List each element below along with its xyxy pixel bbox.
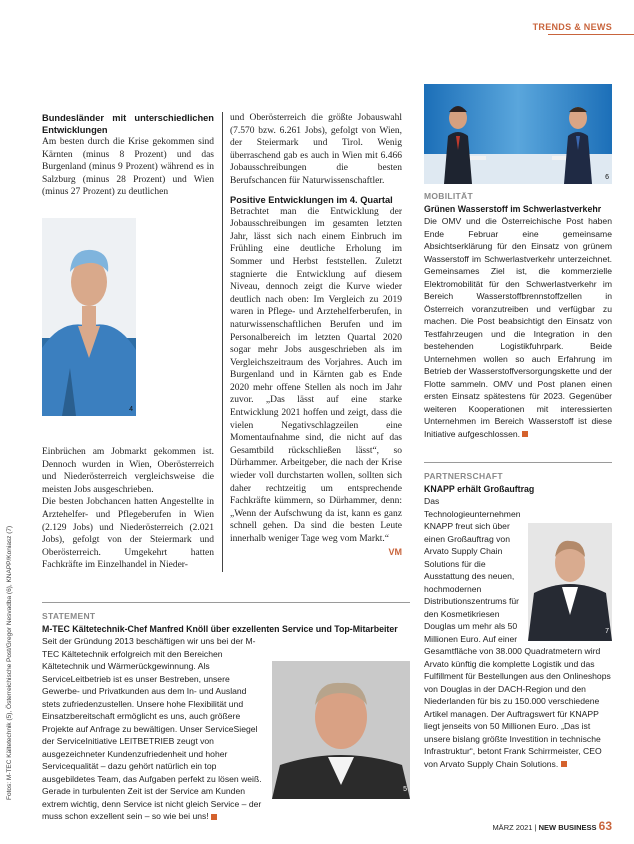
end-square	[211, 814, 217, 820]
partnership-title: KNAPP erhält Großauftrag	[424, 483, 535, 494]
article-column-1-bottom	[42, 446, 214, 572]
photo-number-mtec: 5	[403, 785, 407, 793]
omv-post-photo	[424, 84, 612, 184]
statement-text: Seit der Gründung 2013 beschäftigen wir uns bei der M-TEC Kältetechnik erfolgreich mit den Bereichen Kältetechnik und Wärmerückgewinnung. Als ServiceLeitbetrieb ist es unser Bestreben, unsere Gewerbe- und Privatkunden aus dem In- und Ausland stets zufriedenzustellen. Unsere hohe Flexibilität und Einsatzbereitschaft ermöglicht es uns, auch größere Projekte auf Anfrage zu bewältigen. Unser ServiceSiegel der ServiceInitiative LEITBETRIEB zeugt von ausgezeichneter Kundenzufriedenheit und hoher Servicequalität – dazu gehört natürlich ein top ausgebildetes Team, das Aufgaben perfekt zu lösen weiß. Gerade in turbulenten Zeit ist der Service am Kunden extrem wichtig, denn Service ist nicht gleich Service – der muss schon exzellent sein – so wie bei uns!	[42, 636, 262, 822]
partnership-text: Das Technologieunternehmen KNAPP freut sich über einen Großauftrag von Arvato Supply Chain Solutions für die Ausstattung des neuen, hochmodernen Distributionszentrums für den Kosmetikriesen Douglas um mehr als 50 Millionen Euro. Auf einer Gesamtfläche von 38.000 Quadratmetern wird Arvato künftig die komplette Logistik und das Fulfillment für Bestellungen aus den Onlineshops von Douglas in der DACH-Region und den Niederlanden für bis zu 150.000 verschiedene Artikel managen. Der Auftragswert für KNAPP liegt jenseits von 50 Millionen Euro. „Das ist unsere bislang größte Investition in technische Infrastruktur“, betont Frank Schirrmeister, CEO von Arvato Supply Chain Solutions.	[424, 496, 611, 769]
photo-number-omv: 6	[605, 174, 609, 181]
article-paragraph-jobmarket: Einbrüchen am Jobmarkt gekommen ist. Dennoch wurden in Wien, Oberösterreich und Niederösterreich vergleichsweise die meisten Jobs ausgeschrieben.	[42, 447, 214, 495]
mobility-title: Grünen Wasserstoff im Schwerlastverkehr	[424, 203, 602, 214]
article-paragraph-regions: Am besten durch die Krise gekommen sind Kärnten (minus 8 Prozent) und das Burgenland (minus 9 Prozent) während es in Salzburg (minus 28 Prozent) und Wien (minus 27 Prozent) zu deutlichen	[42, 137, 214, 198]
statement-category: STATEMENT	[42, 611, 96, 621]
end-square	[561, 761, 567, 767]
mobility-text: Die OMV und die Österreichische Post haben Ende Februar eine gemeinsame Absichtserklärung für den Einsatz von grünem Wasserstoff im Schwerlastverkehr unterzeichnet. Gemeinsames Ziel ist, die kommerzielle Elektromobilität für den Schwerlastverkehr im Bereich Wasserstoffbrennstoffzellen in Österreich voranzutreiben und verfügbar zu machen. Die Post beabsichtigt den Einsatz von Testfahrzeugen und die Integration in den bestehenden Logistikfuhrpark. Beide Unternehmen wollen so auch Erfahrung im Betrieb der Wasserstoffversorgungskette und der Flotte sammeln. OMV und Post planen einen ersten Einsatz spätestens für 2023. Gegenüber weiteren Kooperationen mit interessierten Unternehmen im Bereich Wasserstoff ist diese Initiative aufgeschlossen.	[424, 216, 612, 439]
statement-title: M-TEC Kältetechnik-Chef Manfred Knöll über exzellenten Service und Top-Mitarbeiter	[42, 623, 398, 634]
mobility-partnership-divider	[424, 462, 612, 463]
article-paragraph-chances: Die besten Jobchancen hatten Angestellte in Arztehelfer- und Pflegeberufen in Wien (2.129 Jobs) und Niederösterreich (2.021 Jobs), gefolgt von der Steiermark und Oberösterreich. Umgekehrt hatten Fachkräfte im Einzelhandel in Nieder-	[42, 497, 214, 571]
partnership-category: PARTNERSCHAFT	[424, 471, 503, 481]
mtec-photo	[272, 661, 410, 799]
knapp-photo	[528, 523, 612, 641]
statement-box	[42, 610, 410, 823]
author-initials: VM	[388, 546, 402, 557]
photo-number-knapp: 7	[605, 627, 609, 635]
article-column-1-top	[42, 112, 214, 199]
mobility-category: MOBILITÄT	[424, 191, 473, 201]
photo-credit-text: Fotos: M-TEC Kältetechnik (5), Österreichische Post/Gregor Nesvadba (6), KNAPP/Koniasz (7)	[6, 525, 13, 800]
article-paragraph-upper-austria: und Oberösterreich die größte Jobauswahl (7.570 bzw. 6.261 Jobs), gefolgt von Wien, der Steiermark und Tirol. Wenig überraschend gab es auch in Wien mit 6.466 Jobausschreibungen die besten Berufschancen für Naturwissenschaftler.	[230, 113, 402, 186]
mobility-box	[424, 190, 612, 440]
photo-number-doctor: 4	[129, 406, 133, 413]
page-footer	[492, 819, 612, 833]
photo-credit	[6, 525, 20, 800]
article-heading-q4: Positive Entwicklungen im 4. Quartal	[230, 194, 393, 205]
article-column-2	[230, 112, 402, 559]
footer-issue: MÄRZ 2021	[492, 823, 533, 832]
statement-divider	[42, 602, 410, 603]
header-rule	[548, 34, 634, 35]
end-square	[522, 431, 528, 437]
footer-separator: |	[534, 823, 537, 832]
section-label: TRENDS & NEWS	[532, 22, 612, 32]
article-heading-regions: Bundesländer mit unterschiedlichen Entwicklungen	[42, 113, 214, 135]
footer-magazine: NEW BUSINESS	[538, 823, 597, 832]
partnership-box	[424, 470, 612, 770]
page-number: 63	[598, 819, 612, 833]
doctor-photo	[42, 218, 136, 416]
column-divider	[222, 112, 223, 572]
article-paragraph-q4: Betrachtet man die Entwicklung der Jobausschreibungen im gesamten letzten Jahr, lässt sich nach einem Einbruch im Frühling eine deutliche Erholung im Sommer und Herbst feststellen. Zuletzt stagnierte die Entwicklung auf diesem Niveau, dennoch zeigt die Kurve wieder deutlich nach oben: Im Vergleich zu 2019 waren in Pflege- und Arztehelferberufen, in naturwissenschaftlichen Berufen und im Personalbereich im letzten Quartal 2020 sogar mehr Jobs ausgeschrieben als im Vergleichszeitraum des Vorjahres. Auch im Burgenland und in Kärnten gab es Ende 2020 mehr offene Stellen als noch im Jahr zuvor. „Das lässt auf eine starke Entwicklung 2021 hoffen und zeigt, dass die vielen Negativschlagzeilen eine Momentaufnahme sind, die nicht auf das Gesamtbild rückschließen lässt“, so Dürhammer. Arbeitgeber, die nach der Krise wieder voll durchstarten wollen, sollten sich daher rechtzeitig um entsprechende Fachkräfte kümmern, so Dürhammer, denn: „Wenn der Aufschwung da ist, kann es ganz schnell gehen. Da sind die besten Leute innerhalb weniger Tage weg vom Markt.“	[230, 206, 402, 544]
